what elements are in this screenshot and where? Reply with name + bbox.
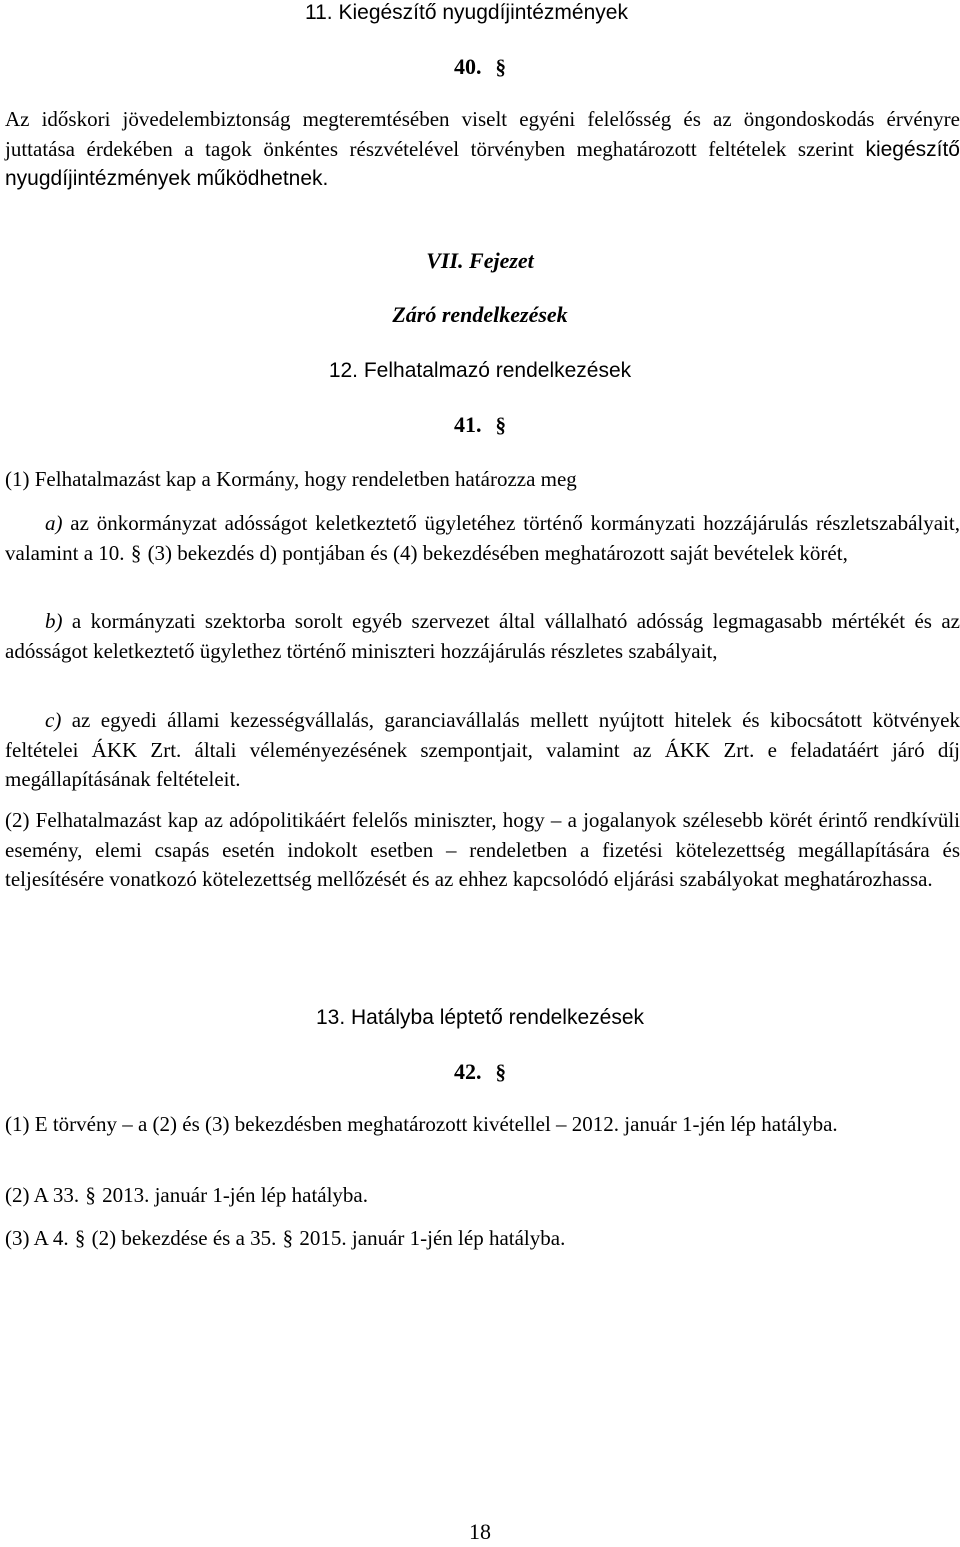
section-sign-icon: § [495,413,506,437]
point-a-text-2: (3) bekezdés d) pontjában és (4) bekezdésében meghatározott saját bevételek körét, [142,540,848,565]
section-42-heading [0,1057,960,1088]
subheading-12: 12. Felhatalmazó rendelkezések [328,359,632,382]
point-c-letter: c) [45,708,62,732]
subheading-11: 11. Kiegészítő nyugdíjintézmények [305,1,628,24]
p3-text-c: 2015. január 1-jén lép hatályba. [294,1226,566,1250]
section-42-paragraph-1: (1) E törvény – a (2) és (3) bekezdésben meghatározott kivétellel – 2012. január 1-jén lép hatályba. [5,1112,838,1136]
section-sign-icon: § [74,1226,86,1250]
section-41-paragraph-2: (2) Felhatalmazást kap az adópolitikáért felelős miniszter, hogy – a jogalanyok szélesebb körét érintő rendkívüli esemény, elemi csapás esetén indokolt esetben – rendeletben a fizetési kötelezettség megállapítására és teljesítésére vonatkozó kötelezettség mellőzését és az ehhez kapcsolódó eljárási szabályokat meghatározhassa. [5,808,960,891]
section-41-number: 41. [454,412,482,437]
point-b-letter: b) [45,609,63,633]
section-40-heading [0,52,960,83]
section-42-paragraph-2 [5,1181,960,1211]
page-number: 18 [469,1519,491,1544]
p3-text-b: (2) bekezdése és a 35. [86,1226,282,1250]
section-41-point-c [5,706,960,795]
section-41-paragraph-1: (1) Felhatalmazást kap a Kormány, hogy rendeletben határozza meg [5,467,577,491]
point-a-letter: a) [45,511,63,535]
section-41-point-a [5,509,960,568]
p2-text-a: (2) A 33. [5,1183,85,1207]
section-sign-icon: § [495,55,506,79]
p2-text-b: 2013. január 1-jén lép hatályba. [96,1183,368,1207]
point-c-text: az egyedi állami kezességvállalás, garanciavállalás mellett nyújtott hitelek és kibocsátott kötvények feltételei ÁKK Zrt. általi véleményezésének szempontjait, valamint az ÁKK Zrt. e feladatáért járó díj megállapításának feltételeit. [5,708,960,791]
section-sign-icon: § [282,1226,294,1250]
chapter-label: VII. Fejezet [426,248,534,273]
section-42-paragraph-3 [5,1224,960,1254]
point-a-text-1: az önkormányzat adósságot keletkeztető ügyletéhez történő kormányzati hozzájárulás részletszabályait, valamint a 10. [5,511,960,565]
section-sign-icon: § [130,540,142,565]
point-b-text: a kormányzati szektorba sorolt egyéb szervezet által vállalható adósság legmagasabb mértékét és az adósságot keletkeztető ügylethez történő miniszteri hozzájárulás részletes szabályait, [5,609,960,663]
subheading-13: 13. Hatályba léptető rendelkezések [315,1006,645,1029]
section-41-heading [0,410,960,441]
section-42-number: 42. [454,1059,482,1084]
chapter-title: Záró rendelkezések [392,302,568,327]
section-40-number: 40. [454,54,482,79]
section-sign-icon: § [495,1060,506,1084]
section-41-point-b [5,607,960,666]
section-40-text-sans: kiegészítő nyugdíjintézmények működhetnek. [5,137,960,190]
section-sign-icon: § [85,1183,96,1207]
section-40-paragraph [5,105,960,194]
section-40-text: Az időskori jövedelembiztonság megteremtésében viselt egyéni felelősség és az öngondoskodás érvényre juttatása érdekében a tagok önkéntes részvételével törvényben meghatározott feltételek szerint [5,107,960,161]
p3-text-a: (3) A 4. [5,1226,74,1250]
